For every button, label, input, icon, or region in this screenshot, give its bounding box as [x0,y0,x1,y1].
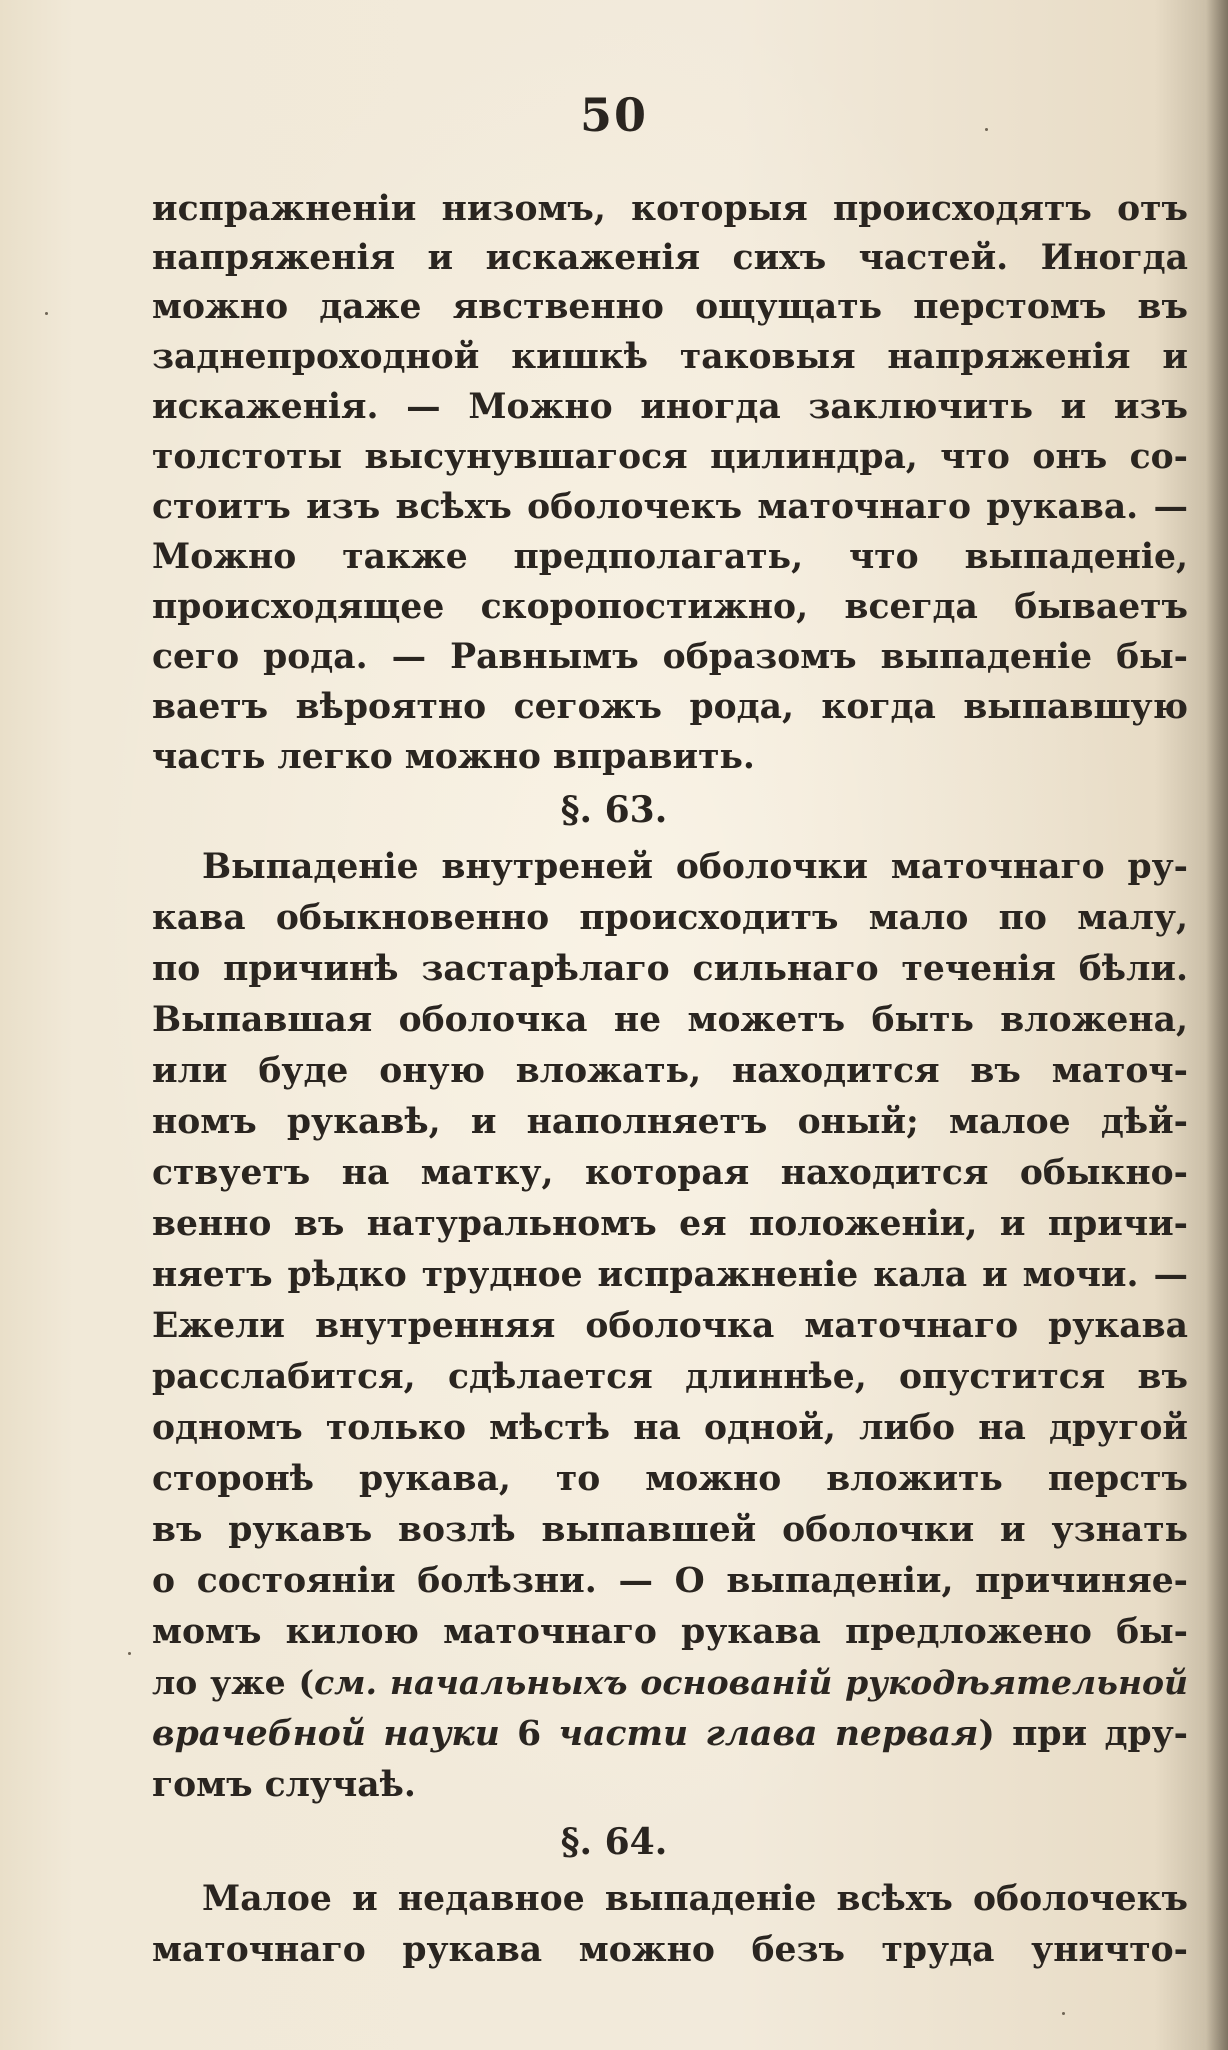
page-edge-shadow [1206,0,1228,2050]
text-line: Малое и недавное выпаденіе всѣхъ оболочекъ [202,1879,1188,1919]
text-line: въ рукавъ возлѣ выпавшей оболочки и узнать [152,1510,1188,1550]
text-line: можно даже явственно ощущать перстомъ въ [152,287,1188,327]
text-line: сего рода. — Равнымъ образомъ выпаденіе бы- [152,637,1188,677]
italic-reference: части глава первая [558,1714,979,1754]
italic-reference: см. начальныхъ основаній рукодѣятельной [314,1663,1188,1702]
text-line: или буде оную вложать, находится въ маточ- [152,1051,1188,1091]
text-line: по причинѣ застарѣлаго сильнаго теченія бѣли. [152,949,1188,989]
section-heading-63: §. 63. [560,789,668,831]
text-line: заднепроходной кишкѣ таковыя напряженія и [152,337,1188,377]
text-line: гомъ случаѣ. [152,1765,416,1805]
paper-speck [985,128,988,131]
text-line: напряженія и искаженія сихъ частей. Иногда [152,238,1188,278]
text-fragment: ) при дру- [978,1714,1188,1754]
text-line: искаженія. — Можно иногда заключить и изъ [152,387,1188,427]
text-line: Выпаденіе внутреней оболочки маточнаго ру- [202,847,1188,887]
text-line: няетъ рѣдко трудное испражненіе кала и мочи. — [152,1255,1188,1295]
text-line: часть легко можно вправить. [152,737,755,777]
text-line: Можно также предполагать, что выпаденіе, [152,537,1188,577]
text-line: сторонѣ рукава, то можно вложить перстъ [152,1459,1188,1499]
text-line: ствуетъ на матку, которая находится обыкно- [152,1153,1188,1193]
text-fragment: ло уже ( [152,1663,315,1702]
page-number: 50 [579,88,648,142]
text-line: Ежели внутренняя оболочка маточнаго рукава [152,1306,1188,1346]
text-line: испражненіи низомъ, которыя происходятъ отъ [152,189,1188,229]
text-fragment: 6 [499,1714,559,1754]
text-line: момъ килою маточнаго рукава предложено бы- [152,1612,1188,1652]
text-line: толстоты высунувшагося цилиндра, что онъ со- [152,437,1188,477]
text-line: стоитъ изъ всѣхъ оболочекъ маточнаго рукава. — [152,487,1188,527]
text-line: венно въ натуральномъ ея положеніи, и причи- [152,1204,1188,1244]
section-heading-64: §. 64. [560,1821,668,1863]
text-line: о состояніи болѣзни. — О выпаденіи, причиняе- [152,1561,1188,1601]
text-line: ваетъ вѣроятно сегожъ рода, когда выпавшую [152,687,1188,727]
text-line-reference [152,1710,1188,1758]
text-line: Выпавшая оболочка не можетъ быть вложена, [152,1000,1188,1040]
text-line: расслабится, сдѣлается длиннѣе, опустится въ [152,1357,1188,1397]
text-line: происходящее скоропостижно, всегда бываетъ [152,587,1188,627]
text-line: маточнаго рукава можно безъ труда уничто- [152,1930,1188,1970]
italic-reference: врачебной науки [152,1714,500,1754]
paper-speck [128,1652,131,1655]
text-line: номъ рукавѣ, и наполняетъ оный; малое дѣй- [152,1102,1188,1142]
text-line: одномъ только мѣстѣ на одной, либо на другой [152,1408,1188,1448]
paper-speck [45,312,48,315]
text-line: кава обыкновенно происходитъ мало по малу, [152,898,1188,938]
text-line-reference [152,1659,1188,1707]
paper-speck [1062,2012,1065,2015]
